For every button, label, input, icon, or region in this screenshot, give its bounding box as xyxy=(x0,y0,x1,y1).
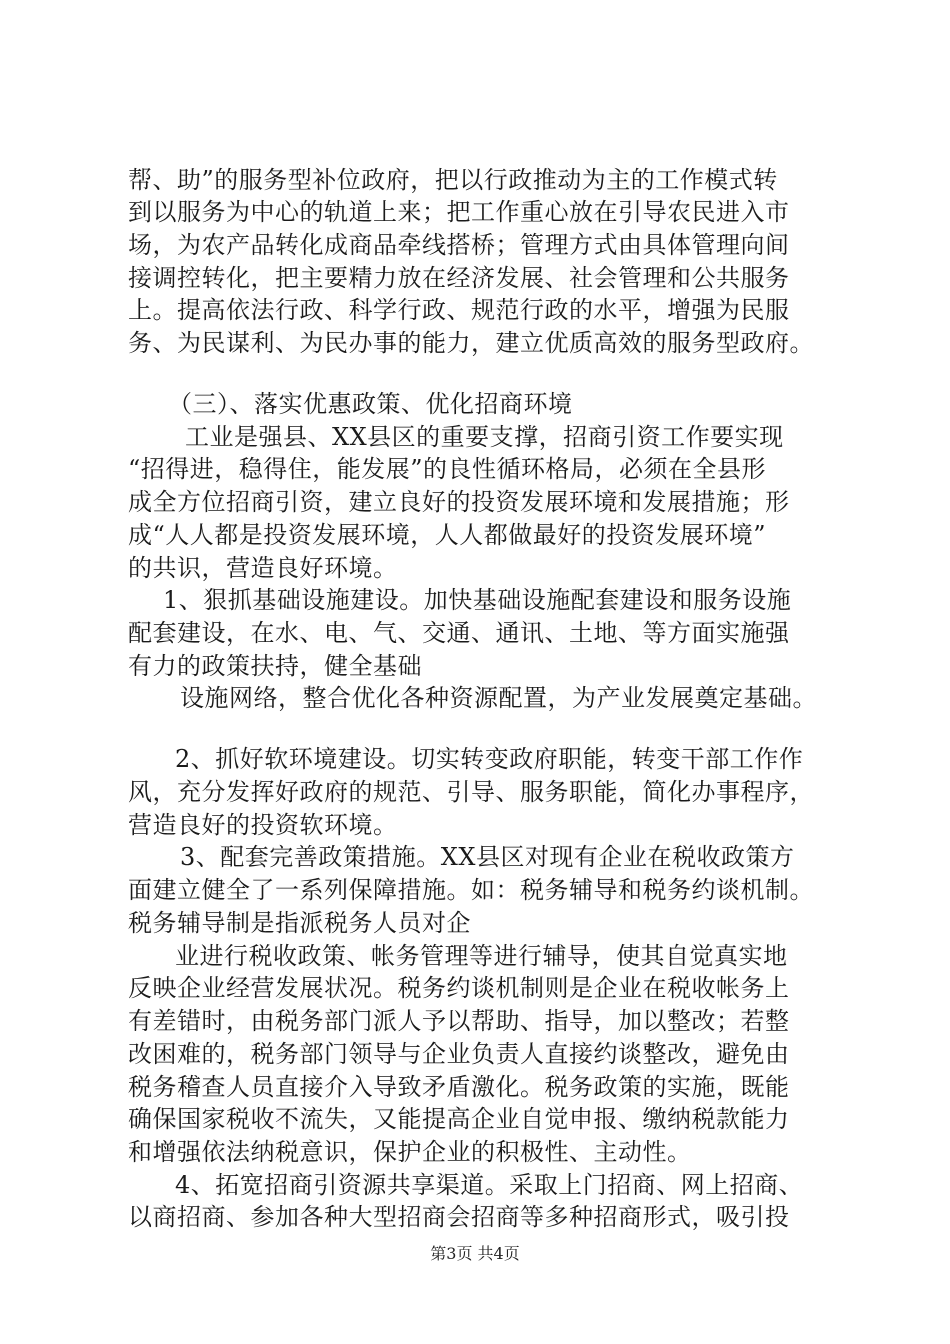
text-line: 成“人人都是投资发展环境，人人都做最好的投资发展环境” xyxy=(128,521,767,549)
list-item-2-line: 2、抓好软环境建设。切实转变政府职能，转变干部工作作 xyxy=(175,745,804,773)
list-item-4-line: 4、拓宽招商引资源共享渠道。采取上门招商、网上招商、 xyxy=(175,1171,804,1199)
text-line: 务、为民谋利、为民办事的能力，建立优质高效的服务型政府。 xyxy=(128,329,814,357)
text-line: 有差错时，由税务部门派人予以帮助、指导，加以整改；若整 xyxy=(128,1007,790,1035)
text-line: “招得进，稳得住，能发展”的良性循环格局，必须在全县形 xyxy=(128,455,767,483)
text-line: 税务稽查人员直接介入导致矛盾激化。税务政策的实施，既能 xyxy=(128,1073,790,1101)
text-line: 接调控转化，把主要精力放在经济发展、社会管理和公共服务 xyxy=(128,264,790,292)
text-line: 改困难的，税务部门领导与企业负责人直接约谈整改，避免由 xyxy=(128,1040,790,1068)
text-line: 营造良好的投资软环境。 xyxy=(128,811,398,839)
text-line: 风，充分发挥好政府的规范、引导、服务职能，简化办事程序， xyxy=(128,778,814,806)
text-line: 设施网络，整合优化各种资源配置，为产业发展奠定基础。 xyxy=(180,684,817,712)
text-line: 工业是强县、XX县区的重要支撑，招商引资工作要实现 xyxy=(185,423,784,451)
text-line: 帮、助”的服务型补位政府，把以行政推动为主的工作模式转 xyxy=(128,166,778,194)
text-line: 和增强依法纳税意识，保护企业的积极性、主动性。 xyxy=(128,1138,692,1166)
section-heading: （三）、落实优惠政策、优化招商环境 xyxy=(168,390,573,418)
text-line: 面建立健全了一系列保障措施。如：税务辅导和税务约谈机制。 xyxy=(128,876,814,904)
text-line: 以商招商、参加各种大型招商会招商等多种招商形式，吸引投 xyxy=(128,1203,790,1231)
text-line: 到以服务为中心的轨道上来；把工作重心放在引导农民进入市 xyxy=(128,198,790,226)
text-line: 业进行税收政策、帐务管理等进行辅导，使其自觉真实地 xyxy=(175,942,788,970)
text-line: 上。提高依法行政、科学行政、规范行政的水平，增强为民服 xyxy=(128,296,790,324)
list-item-3-line: 3、配套完善政策措施。XX县区对现有企业在税收政策方 xyxy=(180,843,795,871)
text-line: 成全方位招商引资，建立良好的投资发展环境和发展措施；形 xyxy=(128,488,790,516)
text-line: 场，为农产品转化成商品牵线搭桥；管理方式由具体管理向间 xyxy=(128,231,790,259)
text-line: 的共识，营造良好环境。 xyxy=(128,554,398,582)
list-item-1-line: 1、狠抓基础设施建设。加快基础设施配套建设和服务设施 xyxy=(163,586,792,614)
text-line: 确保国家税收不流失，又能提高企业自觉申报、缴纳税款能力 xyxy=(128,1105,790,1133)
text-line: 有力的政策扶持，健全基础 xyxy=(128,652,422,680)
text-line: 税务辅导制是指派税务人员对企 xyxy=(128,909,471,937)
page-footer: 第3页 共4页 xyxy=(430,1244,520,1263)
text-line: 反映企业经营发展状况。税务约谈机制则是企业在税收帐务上 xyxy=(128,974,790,1002)
text-line: 配套建设，在水、电、气、交通、通讯、土地、等方面实施强 xyxy=(128,619,790,647)
